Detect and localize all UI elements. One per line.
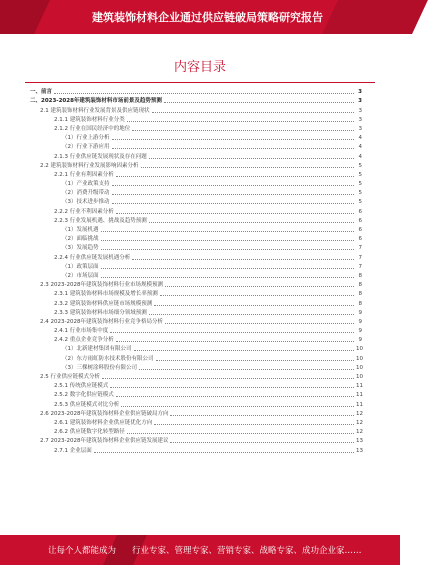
toc-page-number: 11: [356, 392, 363, 399]
toc-entry[interactable]: [30, 261, 362, 270]
toc-entry-label: 2.2 建筑装饰材料行业发展影响因素分析: [40, 162, 139, 169]
toc-page-number: 4: [358, 153, 362, 160]
toc-entry-label: 一、前言: [30, 89, 53, 96]
toc-page-number: 5: [358, 199, 362, 206]
toc-entry-label: （3）三棵树涂料股份有限公司: [62, 364, 138, 371]
toc-entry[interactable]: [30, 417, 362, 426]
toc-leader-dots: [156, 360, 354, 361]
toc-leader-dots: [154, 305, 354, 306]
toc-entry-label: 2.5.1 传统供应链模式: [54, 383, 109, 390]
toc-entry-label: 2.6 2023-2028年建筑装饰材料企业供应链破局方向: [40, 410, 169, 417]
toc-page-number: 8: [358, 272, 362, 279]
toc-entry-label: 2.2.1 行业有利因素分析: [54, 171, 114, 178]
toc-leader-dots: [112, 194, 355, 195]
toc-entry[interactable]: [30, 334, 362, 343]
toc-entry-label: 2.4.2 重点企业竞争分析: [54, 337, 114, 344]
toc-entry[interactable]: [30, 325, 362, 334]
toc-entry-label: （1）行业上游分析: [62, 135, 110, 142]
toc-leader-dots: [54, 93, 354, 94]
toc-entry-label: 2.6.2 供应链数字化转型路径: [54, 429, 125, 436]
toc-entry[interactable]: [30, 398, 362, 407]
toc-entry-label: （2）面临挑战: [62, 236, 99, 243]
toc-page-number: 10: [356, 346, 363, 353]
toc-entry[interactable]: [30, 160, 362, 169]
toc-entry-label: 2.4 2023-2028年建筑装饰材料行业竞争格局分析: [40, 318, 163, 325]
toc-entry-label: 2.1.1 建筑装饰材料行业分类: [54, 116, 125, 123]
toc-page-number: 9: [358, 309, 362, 316]
toc-entry-label: 2.5 行业供应链模式分析: [40, 374, 100, 380]
toc-leader-dots: [132, 130, 354, 131]
toc-page-number: 13: [356, 447, 363, 454]
toc-entry[interactable]: [30, 288, 362, 297]
toc-entry[interactable]: [30, 242, 362, 251]
toc-leader-dots: [149, 158, 354, 159]
toc-page-number: 11: [356, 383, 363, 390]
toc-leader-dots: [101, 231, 355, 232]
toc-leader-dots: [154, 424, 354, 425]
toc-entry[interactable]: [30, 169, 362, 178]
toc-page-number: 3: [358, 125, 362, 132]
report-title: 建筑装饰材料企业通过供应链破局策略研究报告: [92, 11, 323, 24]
header-decoration: [0, 0, 50, 34]
toc-page-number: 6: [358, 236, 362, 243]
toc-leader-dots: [127, 433, 354, 434]
toc-page-number: 5: [358, 181, 362, 188]
toc-leader-dots: [101, 268, 355, 269]
toc-entry[interactable]: [30, 150, 362, 159]
toc-leader-dots: [121, 406, 354, 407]
toc-entry-label: 2.7.1 企业层面: [54, 447, 92, 454]
toc-page-number: 11: [356, 401, 363, 408]
toc-entry[interactable]: [30, 343, 362, 352]
toc-leader-dots: [152, 112, 355, 113]
toc-page-number: 9: [358, 318, 362, 325]
toc-entry-label: 2.3.3 建筑装饰材料市场细分领域预测: [54, 309, 147, 316]
toc-leader-dots: [112, 203, 355, 204]
toc-leader-dots: [149, 314, 354, 315]
toc-entry[interactable]: [30, 435, 362, 444]
header-banner: [0, 0, 400, 34]
heading-divider: [25, 82, 375, 83]
toc-page-number: 9: [358, 337, 362, 344]
toc-page-number: 8: [358, 291, 362, 298]
toc-leader-dots: [141, 167, 355, 168]
toc-entry[interactable]: [30, 205, 362, 214]
toc-entry[interactable]: [30, 352, 362, 361]
toc-page-number: 8: [358, 300, 362, 307]
toc-entry-label: （3）技术进步推动: [62, 199, 110, 206]
toc-entry-label: 2.2.4 行业供应链发展机遇分析: [54, 254, 131, 261]
toc-leader-dots: [110, 332, 354, 333]
toc-page-number: 6: [358, 227, 362, 233]
toc-page-number: 5: [358, 171, 362, 178]
toc-entry-label: （1）政策层面: [62, 263, 99, 270]
toc-leader-dots: [170, 415, 354, 416]
toc-entry-label: 2.5.3 供应链模式对比分析: [54, 401, 120, 408]
toc-leader-dots: [132, 259, 354, 260]
toc-entry[interactable]: [30, 86, 362, 95]
toc-entry[interactable]: [30, 444, 362, 453]
toc-entry-label: 2.1.3 行业供应链发展现状及存在问题: [54, 153, 147, 160]
toc-entry[interactable]: [30, 114, 362, 123]
toc-entry[interactable]: [30, 224, 362, 233]
toc-entry[interactable]: [30, 279, 362, 288]
toc-leader-dots: [164, 102, 354, 103]
footer-slogan: 让每个人都能成为: [48, 546, 117, 556]
toc-page-number: 4: [358, 135, 362, 142]
toc-entry[interactable]: [30, 233, 362, 242]
toc-leader-dots: [170, 442, 354, 443]
toc-page-number: 12: [356, 419, 363, 426]
toc-entry-label: （1）北新建材集团有限公司: [62, 346, 132, 353]
toc-leader-dots: [112, 148, 355, 149]
toc-leader-dots: [134, 350, 354, 351]
toc-entry-label: 2.7 2023-2028年建筑装饰材料企业供应链发展建议: [40, 438, 169, 445]
toc-entry[interactable]: [30, 316, 362, 325]
toc-page-number: 7: [358, 254, 362, 261]
toc-entry-label: （2）消费升级带动: [62, 190, 110, 197]
footer-banner: [0, 535, 400, 565]
toc-page-number: 5: [358, 190, 362, 197]
toc-page-number: 6: [358, 208, 362, 215]
toc-page-number: 7: [358, 263, 362, 270]
toc-entry[interactable]: [30, 408, 362, 417]
toc-entry-label: （1）产业政策支持: [62, 181, 110, 188]
toc-entry[interactable]: [30, 270, 362, 279]
toc-page-number: 6: [358, 217, 362, 224]
toc-entry[interactable]: [30, 141, 362, 150]
toc-leader-dots: [160, 295, 354, 296]
toc-leader-dots: [116, 213, 354, 214]
toc-page-number: 10: [356, 355, 363, 362]
toc-entry[interactable]: [30, 297, 362, 306]
toc-page-number: 3: [358, 98, 362, 105]
toc-leader-dots: [110, 387, 354, 388]
toc-entry[interactable]: [30, 251, 362, 260]
toc-entry[interactable]: [30, 362, 362, 371]
toc-leader-dots: [94, 452, 354, 453]
toc-leader-dots: [165, 286, 354, 287]
toc-entry-label: 二、2023-2028年建筑装饰材料市场前景及趋势预测: [30, 98, 162, 105]
toc-leader-dots: [101, 249, 355, 250]
toc-entry[interactable]: [30, 95, 362, 104]
toc-entry-label: 2.2.2 行业不利因素分析: [54, 208, 114, 215]
toc-entry[interactable]: [30, 132, 362, 141]
toc-leader-dots: [149, 222, 354, 223]
toc-leader-dots: [101, 240, 355, 241]
toc-entry-label: （2）东方雨虹防水技术股份有限公司: [62, 355, 154, 362]
toc-entry-label: 2.3 2023-2028年建筑装饰材料行业市场规模预测: [40, 282, 163, 289]
toc-page-number: 3: [358, 89, 362, 96]
toc-entry[interactable]: [30, 123, 362, 132]
toc-entry-label: 2.5.2 数字化供应链模式: [54, 392, 114, 399]
toc-page-number: 9: [358, 328, 362, 335]
table-of-contents: [30, 86, 362, 532]
toc-heading: 内容目录: [173, 60, 226, 75]
toc-page-number: 5: [358, 162, 362, 169]
toc-page-number: 12: [356, 410, 363, 417]
toc-leader-dots: [116, 396, 354, 397]
toc-entry-label: 2.2.3 行业发展机遇、挑战及趋势预测: [54, 217, 147, 224]
toc-page-number: 7: [358, 245, 362, 252]
toc-entry-label: 2.1 建筑装饰材料行业发展背景及供应链现状: [40, 107, 150, 114]
toc-entry-label: （3）发展趋势: [62, 245, 99, 252]
toc-entry[interactable]: [30, 389, 362, 398]
toc-leader-dots: [112, 185, 355, 186]
toc-entry[interactable]: [30, 426, 362, 435]
toc-leader-dots: [165, 323, 354, 324]
toc-entry-label: 2.4.1 行业市场集中度: [54, 328, 109, 335]
toc-entry[interactable]: [30, 307, 362, 316]
toc-entry[interactable]: [30, 371, 362, 380]
toc-entry-label: （2）市场层面: [62, 272, 99, 279]
toc-page-number: 12: [356, 429, 363, 436]
toc-page-number: 13: [356, 438, 363, 445]
toc-page-number: 3: [358, 107, 362, 114]
toc-entry-label: （1）发展机遇: [62, 227, 99, 233]
toc-entry-label: 2.1.2 行业在国民经济中的地位: [54, 125, 131, 132]
toc-entry[interactable]: [30, 187, 362, 196]
toc-page-number: 10: [356, 374, 363, 380]
toc-leader-dots: [139, 369, 354, 370]
toc-entry[interactable]: [30, 104, 362, 113]
toc-entry-label: 2.6.1 建筑装饰材料企业供应链优化方向: [54, 419, 153, 426]
toc-entry-label: （2）行业下游应用: [62, 144, 110, 151]
toc-leader-dots: [116, 341, 354, 342]
toc-entry-label: 2.3.2 建筑装饰材料供应链市场规模预测: [54, 300, 153, 307]
toc-entry[interactable]: [30, 380, 362, 389]
toc-entry-label: 2.3.1 建筑装饰材料市场规模及增长率预测: [54, 291, 158, 298]
toc-leader-dots: [116, 176, 354, 177]
toc-entry[interactable]: [30, 178, 362, 187]
footer-tagline: 行业专家、管理专家、营销专家、战略专家、成功企业家……: [132, 546, 362, 556]
toc-leader-dots: [127, 121, 354, 122]
toc-page-number: 10: [356, 364, 363, 371]
toc-page-number: 8: [358, 282, 362, 289]
toc-entry[interactable]: [30, 196, 362, 205]
toc-leader-dots: [102, 378, 354, 379]
toc-page-number: 3: [358, 116, 362, 123]
toc-leader-dots: [112, 139, 355, 140]
toc-page-number: 4: [358, 144, 362, 151]
toc-entry[interactable]: [30, 215, 362, 224]
toc-leader-dots: [101, 277, 355, 278]
